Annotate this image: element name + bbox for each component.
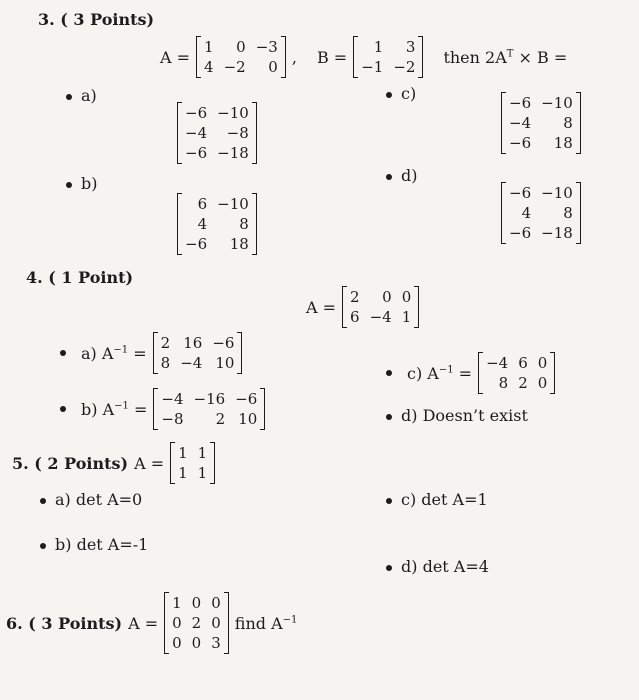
matrix-cell: −4 <box>185 124 208 142</box>
matrix-cell: −4 <box>486 354 509 372</box>
matrix-cell: 3 <box>211 634 221 652</box>
matrix-cell: −3 <box>255 38 278 56</box>
matrix-cell: −6 <box>185 235 208 253</box>
option-4a[interactable]: a) $A^{-1}$ = 2 16 −6 8 −4 10 <box>60 332 242 374</box>
matrix-b <box>353 36 423 78</box>
matrix-cell: 0 <box>191 634 202 652</box>
matrix-cell: 10 <box>215 354 235 372</box>
bullet <box>386 565 392 571</box>
matrix-cell: −16 <box>193 390 226 408</box>
matrix-cell: 4 <box>197 215 208 233</box>
matrix-cell: −1 <box>361 58 384 76</box>
matrix-cell: 1 <box>197 444 208 462</box>
matrix-cell: 1 <box>197 464 208 482</box>
question-4-given <box>306 286 419 328</box>
matrix-cell: 4 <box>521 204 532 222</box>
option-5b[interactable]: b) det A=-1 <box>40 535 148 554</box>
matrix-cell: −4 <box>180 354 203 372</box>
question-6-prompt: find $A^{-1}$ <box>234 613 298 633</box>
matrix-cell: 0 <box>537 354 548 372</box>
bullet <box>40 498 46 504</box>
matrix-cell: −6 <box>509 184 532 202</box>
matrix-cell: 8 <box>498 374 509 392</box>
matrix-cell: 2 <box>215 410 226 428</box>
matrix-cell: −10 <box>541 184 573 202</box>
matrix-cell: 2 <box>191 614 202 632</box>
bullet <box>60 350 66 356</box>
question-6-label: 6. ( 3 Points) <box>6 613 123 633</box>
right-bracket <box>210 442 215 484</box>
comma: , <box>291 47 297 67</box>
matrix-cell: 2 <box>518 374 528 392</box>
matrix-cell: −6 <box>185 144 208 162</box>
matrix-a-label: A = <box>306 297 337 317</box>
matrix-cell: 16 <box>183 334 203 352</box>
matrix-cell: −10 <box>541 94 573 112</box>
matrix-cell: 0 <box>268 58 278 76</box>
matrix-cell: −6 <box>185 104 208 122</box>
question-5-given <box>12 442 215 484</box>
option-3c[interactable]: c) <box>386 84 416 103</box>
matrix-a <box>196 36 286 78</box>
right-bracket <box>418 36 423 78</box>
matrix-cell: −8 <box>161 410 184 428</box>
matrix-cell: 1 <box>178 444 188 462</box>
bullet <box>66 94 72 100</box>
matrix-a-label: A = <box>128 613 159 633</box>
option-3c-matrix <box>501 92 581 154</box>
option-4b[interactable]: b) $A^{-1}$ = −4 −16 −6 −8 2 10 <box>60 388 265 430</box>
matrix-cell: 0 <box>401 288 412 306</box>
matrix-cell: −6 <box>509 134 532 152</box>
option-4a-matrix <box>153 332 243 374</box>
question-6-given <box>6 592 297 654</box>
bullet <box>386 370 392 376</box>
question-3-prompt: then $2A^T \times B$ = <box>443 47 568 67</box>
option-3b-matrix <box>177 193 257 255</box>
right-bracket <box>576 92 581 154</box>
matrix-cell: 8 <box>563 204 573 222</box>
question-5-label: 5. ( 2 Points) <box>12 453 129 473</box>
option-4c[interactable]: c) $A^{-1}$ = −4 6 0 8 2 0 <box>386 352 555 394</box>
matrix-cell: 1 <box>172 594 182 612</box>
bullet <box>386 92 392 98</box>
matrix-cell: 1 <box>204 38 214 56</box>
option-3a[interactable]: a) <box>66 86 97 105</box>
matrix-cell: 1 <box>401 308 412 326</box>
matrix-a <box>342 286 419 328</box>
matrix-cell: −18 <box>541 224 573 242</box>
matrix-a <box>164 592 229 654</box>
option-5d[interactable]: d) det A=4 <box>386 557 489 576</box>
option-3b[interactable]: b) <box>66 174 97 193</box>
question-4-label: 4. ( 1 Point) <box>26 268 134 287</box>
bullet <box>386 414 392 420</box>
bullet <box>40 543 46 549</box>
matrix-cell: −18 <box>217 144 249 162</box>
matrix-cell: −2 <box>393 58 416 76</box>
matrix-cell: −4 <box>509 114 532 132</box>
matrix-cell: 0 <box>191 594 202 612</box>
matrix-cell: 4 <box>204 58 214 76</box>
matrix-cell: −2 <box>223 58 246 76</box>
matrix-cell: 1 <box>373 38 384 56</box>
bullet <box>66 182 72 188</box>
matrix-cell: 2 <box>350 288 360 306</box>
matrix-cell: −10 <box>217 195 249 213</box>
right-bracket <box>414 286 419 328</box>
matrix-a <box>170 442 215 484</box>
right-bracket <box>281 36 286 78</box>
matrix-cell: −6 <box>509 94 532 112</box>
matrix-cell: 8 <box>239 215 249 233</box>
matrix-cell: 10 <box>238 410 258 428</box>
right-bracket <box>550 352 555 394</box>
question-3-label: 3. ( 3 Points) <box>38 10 155 29</box>
matrix-cell: 18 <box>229 235 249 253</box>
matrix-cell: −10 <box>217 104 249 122</box>
right-bracket <box>224 592 229 654</box>
matrix-cell: 0 <box>537 374 548 392</box>
bullet <box>60 406 66 412</box>
right-bracket <box>260 388 265 430</box>
bullet <box>386 498 392 504</box>
matrix-cell: 0 <box>211 614 221 632</box>
right-bracket <box>252 193 257 255</box>
matrix-a-label: A = <box>134 453 165 473</box>
matrix-cell: 18 <box>553 134 573 152</box>
matrix-cell: 2 <box>160 334 171 352</box>
option-5a[interactable]: a) det A=0 <box>40 490 142 509</box>
matrix-cell: 6 <box>197 195 208 213</box>
matrix-cell: 8 <box>563 114 573 132</box>
matrix-cell: 0 <box>382 288 392 306</box>
option-3a-matrix <box>177 102 257 164</box>
option-5c[interactable]: c) det A=1 <box>386 490 488 509</box>
matrix-cell: −6 <box>212 334 235 352</box>
question-3-given <box>160 36 567 78</box>
right-bracket <box>252 102 257 164</box>
matrix-cell: 3 <box>405 38 416 56</box>
option-4b-matrix <box>153 388 265 430</box>
matrix-cell: −4 <box>369 308 392 326</box>
matrix-cell: −6 <box>509 224 532 242</box>
matrix-cell: 6 <box>350 308 360 326</box>
matrix-a-label: A = <box>160 47 191 67</box>
right-bracket <box>576 182 581 244</box>
matrix-cell: −8 <box>226 124 249 142</box>
matrix-cell: 0 <box>236 38 246 56</box>
option-4d[interactable]: d) Doesn’t exist <box>386 406 528 425</box>
right-bracket <box>237 332 242 374</box>
matrix-cell: 6 <box>518 354 528 372</box>
matrix-cell: 0 <box>211 594 221 612</box>
option-4c-matrix <box>478 352 555 394</box>
matrix-cell: 1 <box>178 464 188 482</box>
matrix-cell: 8 <box>160 354 171 372</box>
bullet <box>386 174 392 180</box>
matrix-cell: −4 <box>161 390 184 408</box>
option-3d[interactable]: d) <box>386 166 417 185</box>
matrix-cell: 0 <box>172 634 182 652</box>
matrix-cell: 0 <box>172 614 182 632</box>
matrix-cell: −6 <box>235 390 258 408</box>
matrix-b-label: B = <box>316 47 348 67</box>
option-3d-matrix <box>501 182 581 244</box>
